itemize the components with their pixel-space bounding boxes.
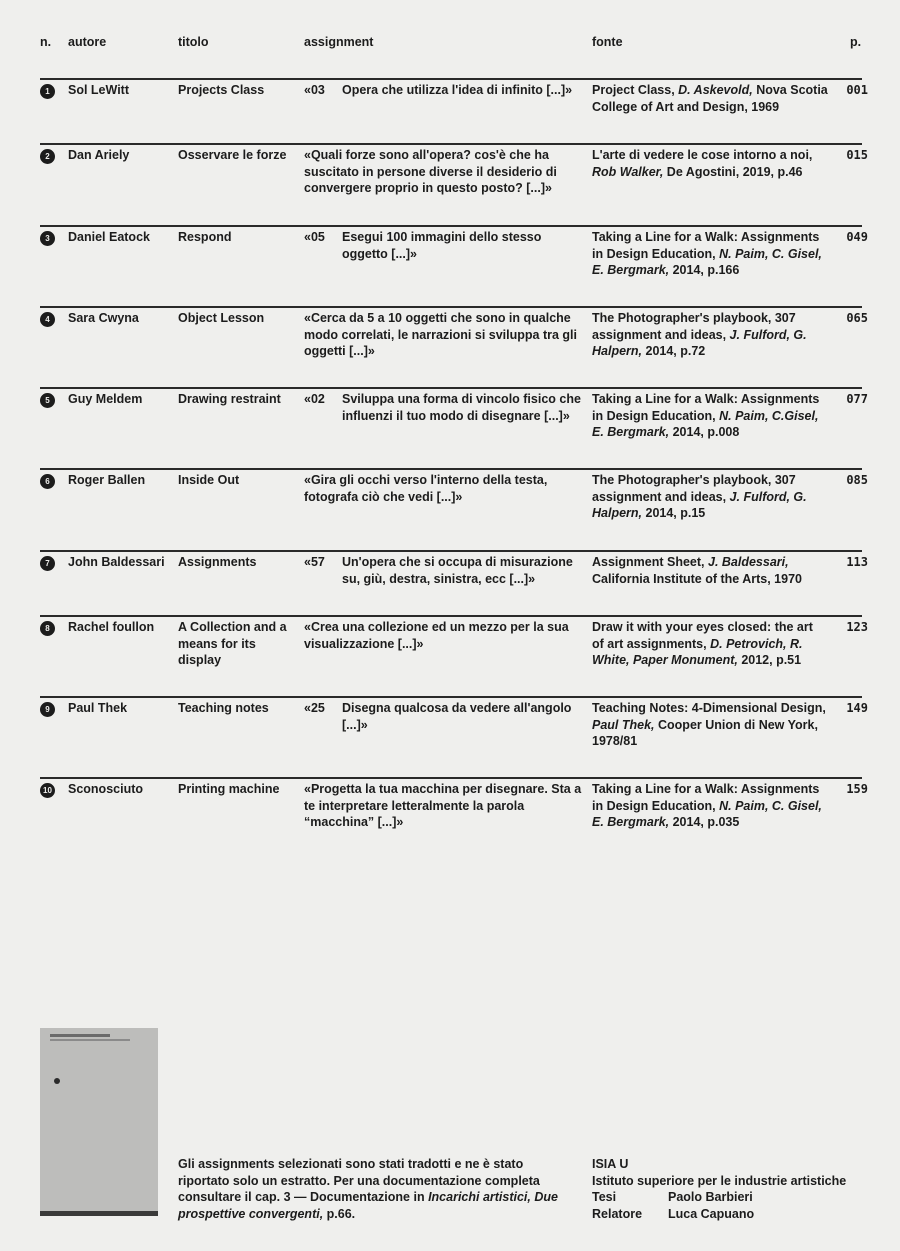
row-page-number: 015 [846, 148, 868, 162]
advisor-label: Relatore [592, 1206, 643, 1221]
row-divider [40, 387, 862, 389]
source-authors: D. Askevold, [678, 83, 753, 97]
row-author: Paul Thek [68, 701, 128, 715]
assignment-code: «05 [304, 230, 325, 244]
institution-name: Istituto superiore per le industrie artistiche [592, 1173, 847, 1188]
source-authors: J. Baldessari, [708, 555, 789, 569]
row-number-badge: 8 [40, 621, 55, 636]
row-number-badge: 6 [40, 474, 55, 489]
row-title: Printing machine [178, 782, 280, 796]
assignment-text: «Progetta la tua macchina per disegnare. Sta a te interpretare letteralmente la parola “macchina” [...]» [304, 782, 582, 829]
source-text: The Photographer's playbook, 307 assignment and ideas, [592, 311, 796, 342]
header-page: p. [850, 35, 862, 49]
credits [592, 1156, 872, 1222]
row-number-badge: 10 [40, 783, 55, 798]
row-assignment [304, 700, 584, 733]
source-text: Taking a Line for a Walk: Assignments in Design Education, [592, 392, 820, 423]
row-number-badge: 5 [40, 393, 55, 408]
cover-dot [54, 1078, 60, 1084]
row-divider [40, 696, 862, 698]
assignment-text: Disegna qualcosa da vedere all'angolo [...]» [342, 701, 572, 732]
row-assignment [304, 472, 584, 505]
source-text: Cooper Union di New York, 1978/81 [592, 717, 818, 748]
source-authors: D. Petrovich, R. White, Paper Monument, [592, 636, 803, 667]
row-source [592, 700, 828, 750]
row-page-number: 123 [846, 620, 868, 634]
row-assignment [304, 391, 584, 424]
footnote-text: Gli assignments selezionati sono stati tradotti e ne è stato riportato solo un estratto. Per una documentazione completa consultare il cap. 3 — Documentazione in [178, 1157, 540, 1204]
thesis-label: Tesi [592, 1190, 617, 1204]
row-title: Assignments [178, 555, 257, 569]
assignment-code: «02 [304, 392, 325, 406]
footnote-book-title: Incarichi artistici, Due prospettive convergenti, [178, 1190, 558, 1221]
source-text: Taking a Line for a Walk: Assignments in Design Education, [592, 782, 820, 813]
row-assignment [304, 147, 584, 197]
row-assignment [304, 554, 584, 587]
cover-subtitle-mark [50, 1039, 130, 1041]
row-page-number: 001 [846, 83, 868, 97]
advisor-line [592, 1206, 872, 1223]
header-number: n. [40, 35, 52, 49]
source-authors: J. Fulford, G. Halpern, [592, 489, 807, 520]
source-text: De Agostini, 2019, p.46 [663, 164, 803, 179]
row-number-badge: 1 [40, 84, 55, 99]
row-title: Respond [178, 230, 232, 244]
header-author: autore [68, 35, 107, 49]
row-title: A Collection and a means for its display [178, 620, 287, 667]
row-number-badge: 2 [40, 149, 55, 164]
assignment-text: «Gira gli occhi verso l'interno della testa, fotografa ciò che vedi [...]» [304, 473, 548, 504]
source-authors: Rob Walker, [592, 164, 664, 179]
row-divider [40, 306, 862, 308]
source-authors: J. Fulford, G. Halpern, [592, 327, 807, 358]
advisor-name: Luca Capuano [668, 1206, 755, 1221]
header-assignment: assignment [304, 35, 374, 49]
assignment-text: Esegui 100 immagini dello stesso oggetto [...]» [342, 230, 542, 261]
row-title: Projects Class [178, 83, 265, 97]
row-page-number: 113 [846, 555, 868, 569]
row-author: Rachel foullon [68, 620, 155, 634]
thesis-line [592, 1189, 872, 1206]
source-text: Project Class, [592, 83, 679, 97]
row-title: Object Lesson [178, 311, 265, 325]
row-assignment [304, 619, 584, 652]
row-assignment [304, 310, 584, 360]
row-number-badge: 3 [40, 231, 55, 246]
row-author: Dan Ariely [68, 148, 130, 162]
source-text: California Institute of the Arts, 1970 [592, 571, 802, 586]
row-author: John Baldessari [68, 555, 165, 569]
source-text: Teaching Notes: 4-Dimensional Design, [592, 701, 826, 715]
row-divider [40, 143, 862, 145]
row-number-badge: 4 [40, 312, 55, 327]
assignment-text: Sviluppa una forma di vincolo fisico che influenzi il tuo modo di disegnare [...]» [342, 392, 581, 423]
row-title: Drawing restraint [178, 392, 281, 406]
row-author: Sconosciuto [68, 782, 144, 796]
row-source [592, 472, 828, 522]
row-assignment [304, 82, 584, 99]
source-text: 2014, p.008 [669, 425, 740, 439]
source-text: Taking a Line for a Walk: Assignments in Design Education, [592, 230, 820, 261]
row-source [592, 310, 828, 360]
row-source [592, 147, 828, 180]
row-author: Guy Meldem [68, 392, 143, 406]
cover-horizon [40, 1211, 158, 1216]
row-assignment [304, 781, 584, 831]
source-text: 2014, p.035 [669, 815, 740, 829]
book-cover-thumbnail [40, 1028, 158, 1216]
thesis-author: Paolo Barbieri [668, 1190, 753, 1204]
row-divider [40, 777, 862, 779]
header-source: fonte [592, 35, 623, 49]
row-source [592, 619, 828, 669]
row-divider [40, 468, 862, 470]
row-number-badge: 7 [40, 556, 55, 571]
source-text: 2014, p.72 [642, 344, 706, 358]
assignment-code: «57 [304, 555, 325, 569]
row-author: Sara Cwyna [68, 311, 139, 325]
row-page-number: 085 [846, 473, 868, 487]
assignment-text: «Cerca da 5 a 10 oggetti che sono in qualche modo correlati, le narrazioni si sviluppa tra gli oggetti [...]» [304, 311, 577, 358]
source-text: 2014, p.15 [642, 506, 706, 520]
row-source [592, 554, 828, 587]
cover-title-mark [50, 1034, 110, 1037]
row-divider [40, 615, 862, 617]
assignment-text: Opera che utilizza l'idea di infinito [...]» [342, 83, 573, 97]
source-text: Assignment Sheet, [592, 555, 708, 569]
source-text: L'arte di vedere le cose intorno a noi, [592, 148, 813, 162]
row-divider [40, 78, 862, 80]
source-authors: N. Paim, C.Gisel, E. Bergmark, [592, 408, 819, 439]
assignment-code: «25 [304, 701, 325, 715]
row-assignment [304, 229, 584, 262]
institution-acronym: ISIA U [592, 1157, 629, 1171]
row-page-number: 077 [846, 392, 868, 406]
row-source [592, 391, 828, 441]
source-text: 2012, p.51 [737, 653, 802, 667]
row-author: Daniel Eatock [68, 230, 150, 244]
source-text: Draw it with your eyes closed: the art of art assignments, [592, 620, 813, 651]
row-divider [40, 550, 862, 552]
assignment-code: «03 [304, 83, 325, 97]
row-number-badge: 9 [40, 702, 55, 717]
source-authors: N. Paim, C. Gisel, E. Bergmark, [592, 246, 822, 277]
source-authors: N. Paim, C. Gisel, E. Bergmark, [592, 798, 822, 829]
row-author: Roger Ballen [68, 473, 146, 487]
row-page-number: 065 [846, 311, 868, 325]
row-source [592, 82, 828, 115]
row-divider [40, 225, 862, 227]
assignment-text: «Quali forze sono all'opera? cos'è che ha suscitato in persone diverse il desiderio di convergere proprio in questo posto? [...]» [304, 148, 557, 195]
row-title: Teaching notes [178, 701, 269, 715]
row-source [592, 229, 828, 279]
assignment-text: «Crea una collezione ed un mezzo per la sua visualizzazione [...]» [304, 620, 569, 651]
header-title: titolo [178, 35, 209, 49]
source-text: 2014, p.166 [669, 263, 740, 277]
row-author: Sol LeWitt [68, 83, 129, 97]
row-title: Osservare le forze [178, 148, 287, 162]
assignment-text: Un'opera che si occupa di misurazione su, giù, destra, sinistra, ecc [...]» [342, 555, 573, 586]
row-page-number: 159 [846, 782, 868, 796]
row-page-number: 149 [846, 701, 868, 715]
source-text: Nova Scotia College of Art and Design, 1969 [592, 83, 828, 114]
footnote [178, 1156, 578, 1222]
footnote-page: p.66. [323, 1206, 356, 1221]
row-title: Inside Out [178, 473, 240, 487]
row-source [592, 781, 828, 831]
source-authors: Paul Thek, [592, 717, 655, 732]
source-text: The Photographer's playbook, 307 assignment and ideas, [592, 473, 796, 504]
table-header [0, 34, 900, 54]
row-page-number: 049 [846, 230, 868, 244]
